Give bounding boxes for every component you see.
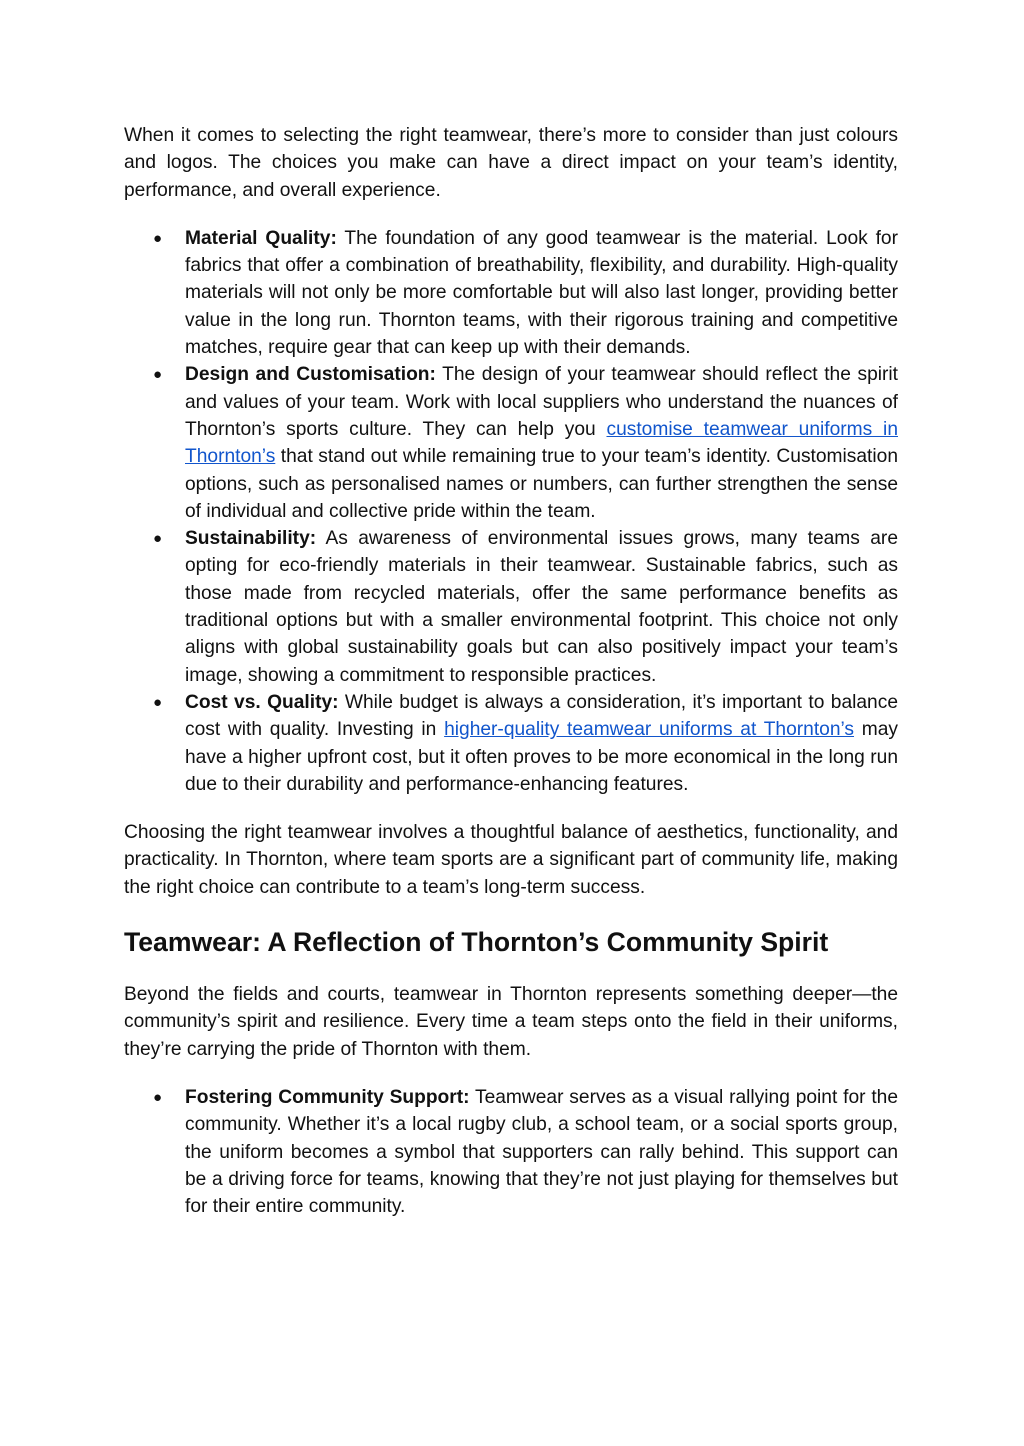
bullet-icon: ●	[153, 1088, 163, 1106]
section-intro-paragraph: Beyond the fields and courts, teamwear in Thornton represents something deeper—the community’s spirit and resilience. Every time a team steps onto the field in their uniforms, they’re carrying the pride of Thornton with them.	[124, 984, 898, 1060]
community-text: Teamwear serves as a visual rallying point for the community. Whether it’s a local rugby club, a school team, or a social sports group, the uniform becomes a symbol that supporters can rally behind. This support can be a driving force for teams, knowing that they’re not just playing for themselves but for their entire community.	[185, 1086, 899, 1218]
community-list	[124, 1084, 898, 1220]
higher-quality-uniforms-link[interactable]: higher-quality teamwear uniforms at Thornton’s	[444, 719, 855, 741]
factor-cost-vs-quality	[124, 689, 898, 798]
community-support-item	[124, 1084, 898, 1220]
factor-lead: Sustainability:	[185, 528, 317, 550]
community-lead: Fostering Community Support:	[185, 1086, 470, 1108]
spacer	[124, 204, 898, 225]
spacer	[124, 798, 898, 819]
bullet-icon: ●	[153, 366, 163, 384]
bullet-icon: ●	[153, 530, 163, 548]
spacer	[124, 1063, 898, 1084]
factor-sustainability	[124, 525, 898, 689]
factor-text: The foundation of any good teamwear is the material. Look for fabrics that offer a combination of breathability, flexibility, and durability. High-quality materials will not only be more comfortable but will also last longer, providing better value in the long run. Thornton teams, with their rigorous training and competitive matches, require gear that can keep up with their demands.	[185, 227, 898, 359]
spacer	[124, 901, 898, 925]
intro-paragraph: When it comes to selecting the right teamwear, there’s more to consider than just colours and logos. The choices you make can have a direct impact on your team’s identity, performance, and overall experience.	[124, 125, 898, 201]
factor-text: As awareness of environmental issues grows, many teams are opting for eco-friendly materials in their teamwear. Sustainable fabrics, such as those made from recycled materials, offer the same performance benefits as traditional options but with a smaller environmental footprint. This choice not only aligns with global sustainability goals but can also positively impact your team’s image, showing a commitment to responsible practices.	[185, 528, 898, 686]
factor-lead: Cost vs. Quality:	[185, 691, 339, 713]
factor-design-customisation	[124, 361, 898, 525]
bullet-icon: ●	[153, 693, 163, 711]
customise-teamwear-link[interactable]: customise teamwear uniforms in Thornton’s	[185, 418, 898, 468]
factor-text: that stand out while remaining true to your team’s identity. Customisation options, such as personalised names or numbers, can further strengthen the sense of individual and collective pride within the team.	[185, 446, 898, 522]
factor-material-quality	[124, 225, 898, 361]
conclusion-paragraph: Choosing the right teamwear involves a thoughtful balance of aesthetics, functionality, and practicality. In Thornton, where team sports are a significant part of community life, making the right choice can contribute to a team’s long-term success.	[124, 822, 898, 898]
factor-text: While budget is always a consideration, it’s important to balance cost with quality. Investing in	[185, 691, 898, 741]
section-heading: Teamwear: A Reflection of Thornton’s Community Spirit	[124, 927, 829, 958]
bullet-icon: ●	[153, 229, 163, 247]
factor-lead: Design and Customisation:	[185, 364, 436, 386]
spacer	[124, 959, 898, 981]
factor-lead: Material Quality:	[185, 227, 337, 249]
factor-text: The design of your teamwear should reflect the spirit and values of your team. Work with local suppliers who understand the nuances of Thornton’s sports culture. They can help you	[185, 364, 898, 440]
document-page	[124, 122, 898, 1220]
factor-text: may have a higher upfront cost, but it often proves to be more economical in the long run due to their durability and performance-enhancing features.	[185, 719, 898, 795]
factors-list	[124, 225, 898, 798]
